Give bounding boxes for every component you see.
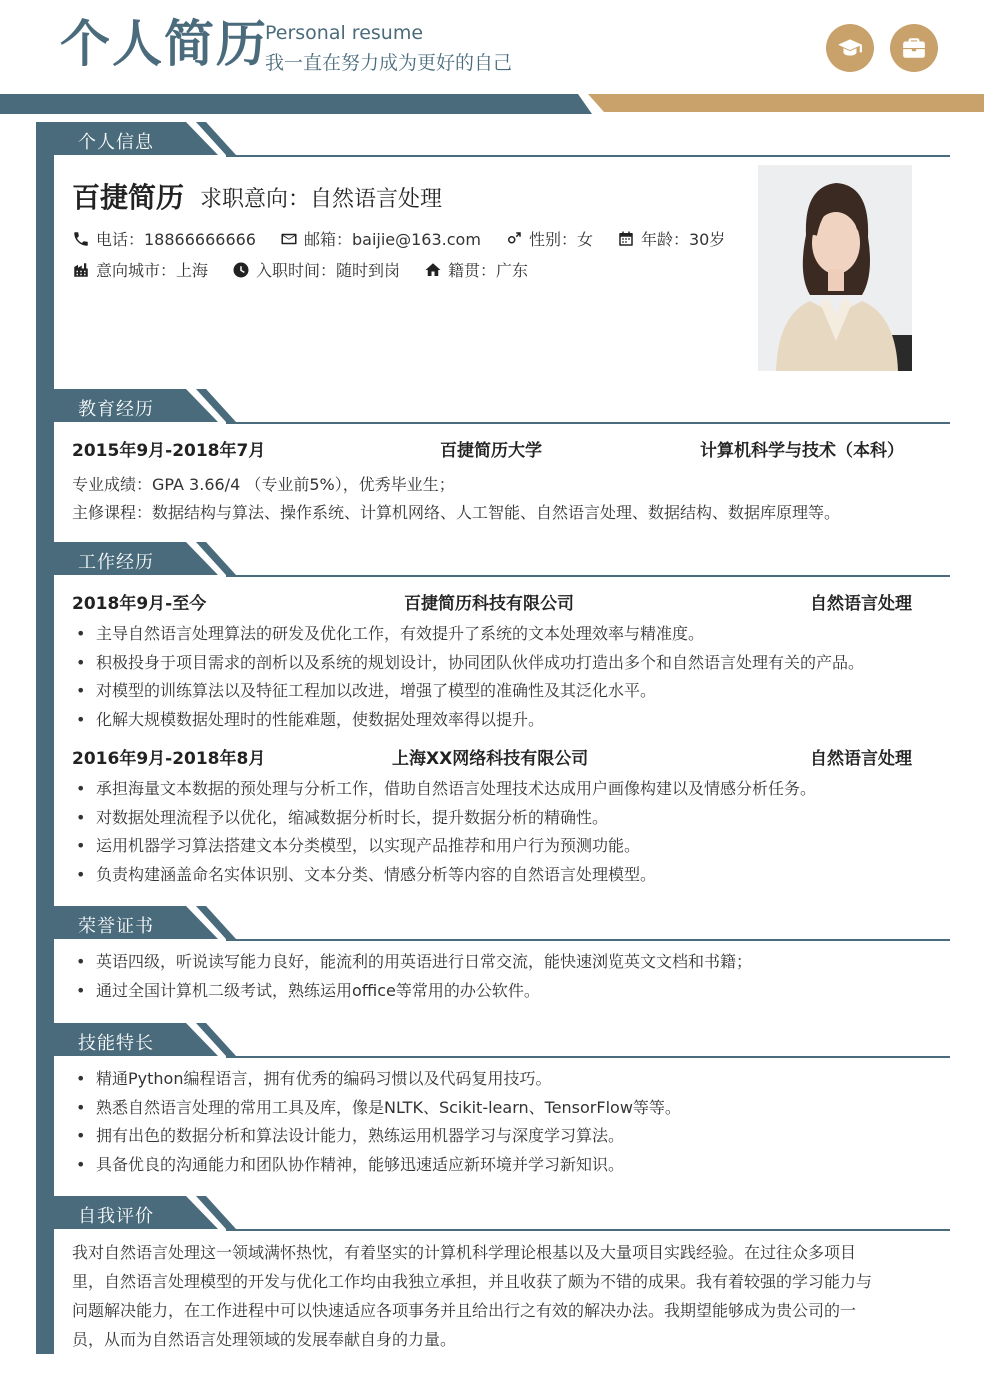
email-item <box>280 227 481 250</box>
list-item: • 熟悉自然语言处理的常用工具及库，像是NLTK、Scikit-learn、TensorFlow等等。 <box>72 1094 932 1123</box>
list-item: • 对数据处理流程予以优化，缩减数据分析时长，提升数据分析的精确性。 <box>72 804 932 833</box>
start-item <box>232 258 400 281</box>
city-text: 意向城市：上海 <box>96 261 209 280</box>
home-icon <box>424 261 442 279</box>
list-item: • 精通Python编程语言，拥有优秀的编码习惯以及代码复用技巧。 <box>72 1065 932 1094</box>
list-item: • 英语四级，听说读写能力良好，能流利的用英语进行日常交流，能快速浏览英文文档和书籍； <box>72 948 932 977</box>
work-2-role: 自然语言处理 <box>810 749 912 769</box>
self-evaluation-text <box>72 1238 922 1354</box>
list-item: • 对模型的训练算法以及特征工程加以改进，增强了模型的准确性及其泛化水平。 <box>72 677 932 706</box>
section-title-work: 工作经历 <box>78 552 154 573</box>
list-item: • 主导自然语言处理算法的研发及优化工作，有效提升了系统的文本处理效率与精准度。 <box>72 620 932 649</box>
start-text: 入职时间：随时到岗 <box>256 261 401 280</box>
header-band <box>0 94 984 116</box>
resume-subtitle-en: Personal resume <box>265 22 424 44</box>
list-item: • 积极投身于项目需求的剖析以及系统的规划设计，协同团队伙伴成功打造出多个和自然语言处理有关的产品。 <box>72 649 932 678</box>
gender-icon <box>505 230 523 248</box>
section-title-self-eval: 自我评价 <box>78 1206 154 1227</box>
calendar-icon <box>617 230 635 248</box>
section-header-work <box>36 542 950 578</box>
education-period: 2015年9月-2018年7月 <box>72 441 266 461</box>
self-eval-line: 里，自然语言处理模型的开发与优化工作均由我独立承担，并且收获了颇为不错的成果。我有着较强的学习能力与 <box>72 1272 873 1291</box>
section-title-honors: 荣誉证书 <box>78 916 154 937</box>
section-header-honors <box>36 906 950 942</box>
section-header-personal <box>36 122 950 158</box>
section-title-personal: 个人信息 <box>78 132 154 153</box>
resume-subtitle-cn: 我一直在努力成为更好的自己 <box>265 52 513 74</box>
self-eval-line: 员，从而为自然语言处理领域的发展奉献自身的力量。 <box>72 1330 457 1349</box>
origin-text: 籍贯：广东 <box>448 261 529 280</box>
list-item: • 化解大规模数据处理时的性能难题，使数据处理效率得以提升。 <box>72 706 932 735</box>
age-text: 年龄：30岁 <box>640 230 726 249</box>
work-2-period: 2016年9月-2018年8月 <box>72 749 266 769</box>
list-item: • 通过全国计算机二级考试，熟练运用office等常用的办公软件。 <box>72 977 932 1006</box>
gender-text: 性别：女 <box>528 230 593 249</box>
self-eval-line: 我对自然语言处理这一领域满怀热忱，有着坚实的计算机科学理论根基以及大量项目实践经验。在过往众多项目 <box>72 1243 857 1262</box>
section-title-skills: 技能特长 <box>78 1033 154 1054</box>
city-icon <box>72 261 90 279</box>
list-item: • 具备优良的沟通能力和团队协作精神，能够迅速适应新环境并学习新知识。 <box>72 1151 932 1180</box>
origin-item <box>424 258 528 281</box>
briefcase-icon <box>890 24 938 72</box>
list-item: • 拥有出色的数据分析和算法设计能力，熟练运用机器学习与深度学习算法。 <box>72 1122 932 1151</box>
honors-list <box>72 948 932 1005</box>
age-item <box>617 227 725 250</box>
section-title-education: 教育经历 <box>78 399 154 420</box>
education-school: 百捷简历大学 <box>440 441 542 461</box>
work-1-role: 自然语言处理 <box>810 594 912 614</box>
work-row-2 <box>72 744 912 768</box>
work-row-1 <box>72 589 912 613</box>
left-rail <box>36 122 54 1354</box>
section-header-self-eval <box>36 1196 950 1232</box>
contact-row-2 <box>72 258 552 281</box>
work-1-period: 2018年9月-至今 <box>72 594 207 614</box>
work-1-company: 百捷简历科技有限公司 <box>404 594 574 614</box>
list-item: • 运用机器学习算法搭建文本分类模型，以实现产品推荐和用户行为预测功能。 <box>72 832 932 861</box>
education-major: 计算机科学与技术（本科） <box>700 441 904 461</box>
section-header-education <box>36 389 950 425</box>
profile-photo <box>758 165 912 371</box>
gender-item <box>505 227 593 250</box>
skills-list <box>72 1065 932 1179</box>
education-score: 专业成绩：GPA 3.66/4 （专业前5%），优秀毕业生； <box>72 475 455 494</box>
phone-text: 电话：18866666666 <box>96 230 256 249</box>
resume-title: 个人简历 <box>60 15 268 73</box>
email-text: 邮箱：baijie@163.com <box>303 230 481 249</box>
phone-item <box>72 227 256 250</box>
list-item: • 承担海量文本数据的预处理与分析工作，借助自然语言处理技术达成用户画像构建以及情感分析任务。 <box>72 775 932 804</box>
list-item: • 负责构建涵盖命名实体识别、文本分类、情感分析等内容的自然语言处理模型。 <box>72 861 932 890</box>
work-1-bullets <box>72 620 932 734</box>
city-item <box>72 258 208 281</box>
clock-icon <box>232 261 250 279</box>
contact-row-1 <box>72 227 749 250</box>
self-eval-line: 问题解决能力，在工作进程中可以快速适应各项事务并且给出行之有效的解决办法。我期望能够成为贵公司的一 <box>72 1301 857 1320</box>
phone-icon <box>72 230 90 248</box>
education-courses: 主修课程：数据结构与算法、操作系统、计算机网络、人工智能、自然语言处理、数据结构、数据库原理等。 <box>72 503 841 522</box>
education-row <box>72 436 912 460</box>
section-header-skills <box>36 1023 950 1059</box>
envelope-icon <box>280 230 298 248</box>
candidate-name: 百捷简历 <box>72 181 185 214</box>
graduation-cap-icon <box>826 24 874 72</box>
work-2-company: 上海XX网络科技有限公司 <box>392 749 589 769</box>
work-2-bullets <box>72 775 932 889</box>
job-intent: 求职意向：自然语言处理 <box>200 187 443 212</box>
